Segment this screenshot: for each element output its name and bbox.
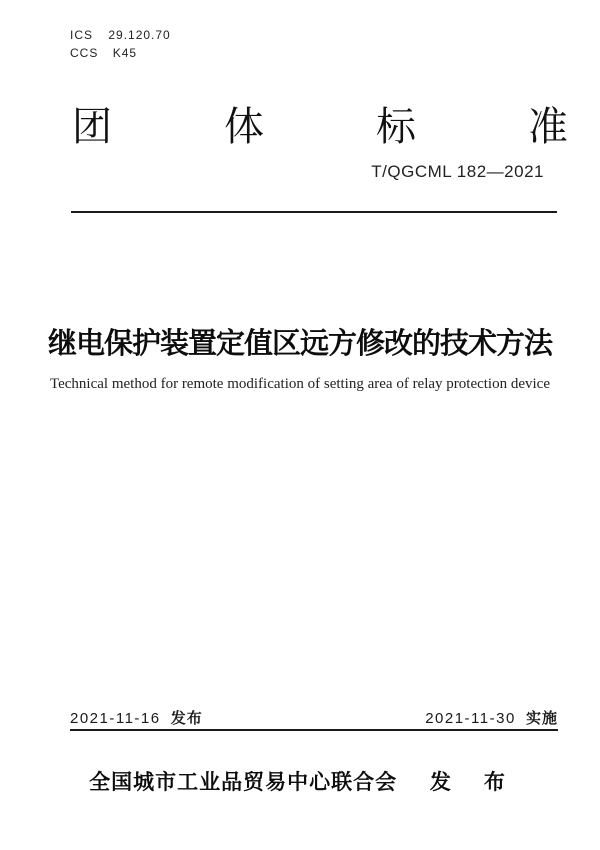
classification-codes — [70, 26, 171, 62]
header-divider-rule — [71, 211, 557, 213]
publish-label: 发 布 — [429, 771, 511, 794]
issue-date-item — [70, 710, 203, 728]
implement-date-item — [425, 710, 558, 728]
standard-number: T/QGCML 182—2021 — [371, 162, 544, 181]
publisher-name: 全国城市工业品贸易中心联合会 — [89, 771, 398, 794]
ics-code: 29.120.70 — [108, 28, 171, 42]
subtitle-en: Technical method for remote modification of setting area of relay protection device — [50, 376, 550, 392]
publisher-line — [0, 771, 600, 795]
doc-type-char: 标 — [376, 105, 416, 149]
issue-date: 2021-11-16 — [70, 710, 161, 727]
issue-label: 发布 — [170, 710, 203, 727]
doc-type-char: 准 — [528, 105, 568, 149]
doc-type-title — [72, 106, 568, 148]
footer-divider-rule — [70, 729, 558, 731]
ccs-label: CCS — [70, 46, 99, 60]
ccs-code-line — [70, 44, 171, 62]
ccs-code: K45 — [112, 46, 138, 60]
date-row — [70, 710, 558, 728]
implement-label: 实施 — [525, 710, 558, 727]
doc-type-char: 体 — [224, 105, 264, 149]
implement-date: 2021-11-30 — [425, 710, 516, 727]
ics-code-line — [70, 26, 171, 44]
ics-label: ICS — [70, 28, 94, 42]
main-title-zh: 继电保护装置定值区远方修改的技术方法 — [47, 328, 552, 360]
doc-type-char: 团 — [72, 105, 112, 149]
